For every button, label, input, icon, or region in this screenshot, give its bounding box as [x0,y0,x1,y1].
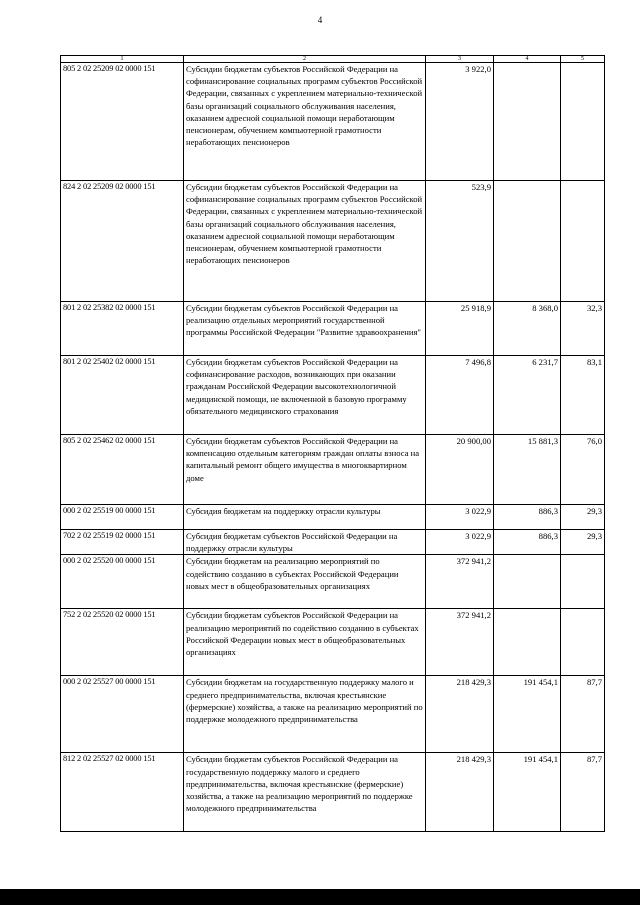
value-col5 [561,63,605,181]
value-col5: 32,3 [561,302,605,356]
table-row [61,435,605,505]
value-col3: 3 022,9 [426,505,494,530]
description: Субсидии бюджетам на государственную поддержку малого и среднего предпринимательства, включая крестьянские (фермерские) хозяйства, а также на реализацию мероприятий по поддержке молодежного предпринимательства [184,676,426,753]
budget-code: 805 2 02 25209 02 0000 151 [61,63,184,181]
description: Субсидии бюджетам субъектов Российской Федерации на софинансирование социальных программ субъектов Российской Федерации, связанных с укреплением материально-технической базы организаций социального обслуживания населения, оказанием адресной социальной помощи неработающим пенсионерам, обучением компьютерной грамотности неработающих пенсионеров [184,181,426,302]
budget-code: 801 2 02 25402 02 0000 151 [61,356,184,435]
value-col5: 87,7 [561,676,605,753]
budget-code: 824 2 02 25209 02 0000 151 [61,181,184,302]
value-col3: 218 429,3 [426,676,494,753]
table-row [61,530,605,555]
budget-code: 702 2 02 25519 02 0000 151 [61,530,184,555]
column-header-3: 3 [426,56,494,63]
value-col4: 15 881,3 [494,435,561,505]
column-header-2: 2 [184,56,426,63]
table-row [61,555,605,609]
budget-code: 752 2 02 25520 02 0000 151 [61,609,184,676]
table-row [61,356,605,435]
value-col3: 218 429,3 [426,753,494,832]
table-header-row [61,56,605,63]
description: Субсидия бюджетам субъектов Российской Федерации на поддержку отрасли культуры [184,530,426,555]
value-col3: 25 918,9 [426,302,494,356]
value-col3: 7 496,8 [426,356,494,435]
table-row [61,676,605,753]
budget-table [60,55,605,832]
budget-code: 801 2 02 25382 02 0000 151 [61,302,184,356]
value-col5 [561,181,605,302]
scan-bottom-edge [0,889,640,905]
value-col3: 372 941,2 [426,609,494,676]
table-row [61,181,605,302]
value-col4 [494,181,561,302]
table-row [61,63,605,181]
value-col4 [494,555,561,609]
table-row [61,302,605,356]
value-col3: 3 022,9 [426,530,494,555]
value-col3: 372 941,2 [426,555,494,609]
value-col4: 886,3 [494,505,561,530]
description: Субсидии бюджетам субъектов Российской Федерации на компенсацию отдельным категориям граждан оплаты взноса на капитальный ремонт общего имущества в многоквартирном доме [184,435,426,505]
value-col4: 191 454,1 [494,676,561,753]
column-header-1: 1 [61,56,184,63]
budget-code: 805 2 02 25462 02 0000 151 [61,435,184,505]
value-col5: 76,0 [561,435,605,505]
value-col5: 83,1 [561,356,605,435]
budget-code: 000 2 02 25527 00 0000 151 [61,676,184,753]
table-row [61,609,605,676]
value-col4 [494,609,561,676]
value-col3: 20 900,00 [426,435,494,505]
table-row [61,753,605,832]
budget-code: 812 2 02 25527 02 0000 151 [61,753,184,832]
value-col4: 6 231,7 [494,356,561,435]
column-header-4: 4 [494,56,561,63]
value-col4: 886,3 [494,530,561,555]
table-row [61,505,605,530]
value-col5: 29,3 [561,505,605,530]
description: Субсидии бюджетам субъектов Российской Федерации на софинансирование социальных программ субъектов Российской Федерации, связанных с укреплением материально-технической базы организаций социального обслуживания населения, оказанием адресной социальной помощи неработающим пенсионерам, обучением компьютерной грамотности неработающих пенсионеров [184,63,426,181]
value-col4: 191 454,1 [494,753,561,832]
value-col3: 523,9 [426,181,494,302]
description: Субсидии бюджетам субъектов Российской Федерации на реализацию мероприятий по содействию созданию в субъектах Российской Федерации новых мест в общеобразовательных организациях [184,609,426,676]
budget-code: 000 2 02 25520 00 0000 151 [61,555,184,609]
value-col5 [561,555,605,609]
description: Субсидии бюджетам субъектов Российской Федерации на государственную поддержку малого и среднего предпринимательства, включая крестьянские (фермерские) хозяйства, а также на реализацию мероприятий по поддержке молодежного предпринимательства [184,753,426,832]
column-header-5: 5 [561,56,605,63]
description: Субсидии бюджетам субъектов Российской Федерации на реализацию отдельных мероприятий государственной программы Российской Федерации "Развитие здравоохранения" [184,302,426,356]
description: Субсидия бюджетам на поддержку отрасли культуры [184,505,426,530]
budget-code: 000 2 02 25519 00 0000 151 [61,505,184,530]
value-col4: 8 368,0 [494,302,561,356]
description: Субсидии бюджетам на реализацию мероприятий по содействию созданию в субъектах Российской Федерации новых мест в общеобразовательных организациях [184,555,426,609]
value-col5: 87,7 [561,753,605,832]
value-col5: 29,3 [561,530,605,555]
value-col4 [494,63,561,181]
page-number: 4 [317,15,323,25]
value-col3: 3 922,0 [426,63,494,181]
value-col5 [561,609,605,676]
description: Субсидии бюджетам субъектов Российской Федерации на софинансирование расходов, возникающих при оказании гражданам Российской Федерации высокотехнологичной медицинской помощи, не включенной в базовую программу обязательного медицинского страхования [184,356,426,435]
